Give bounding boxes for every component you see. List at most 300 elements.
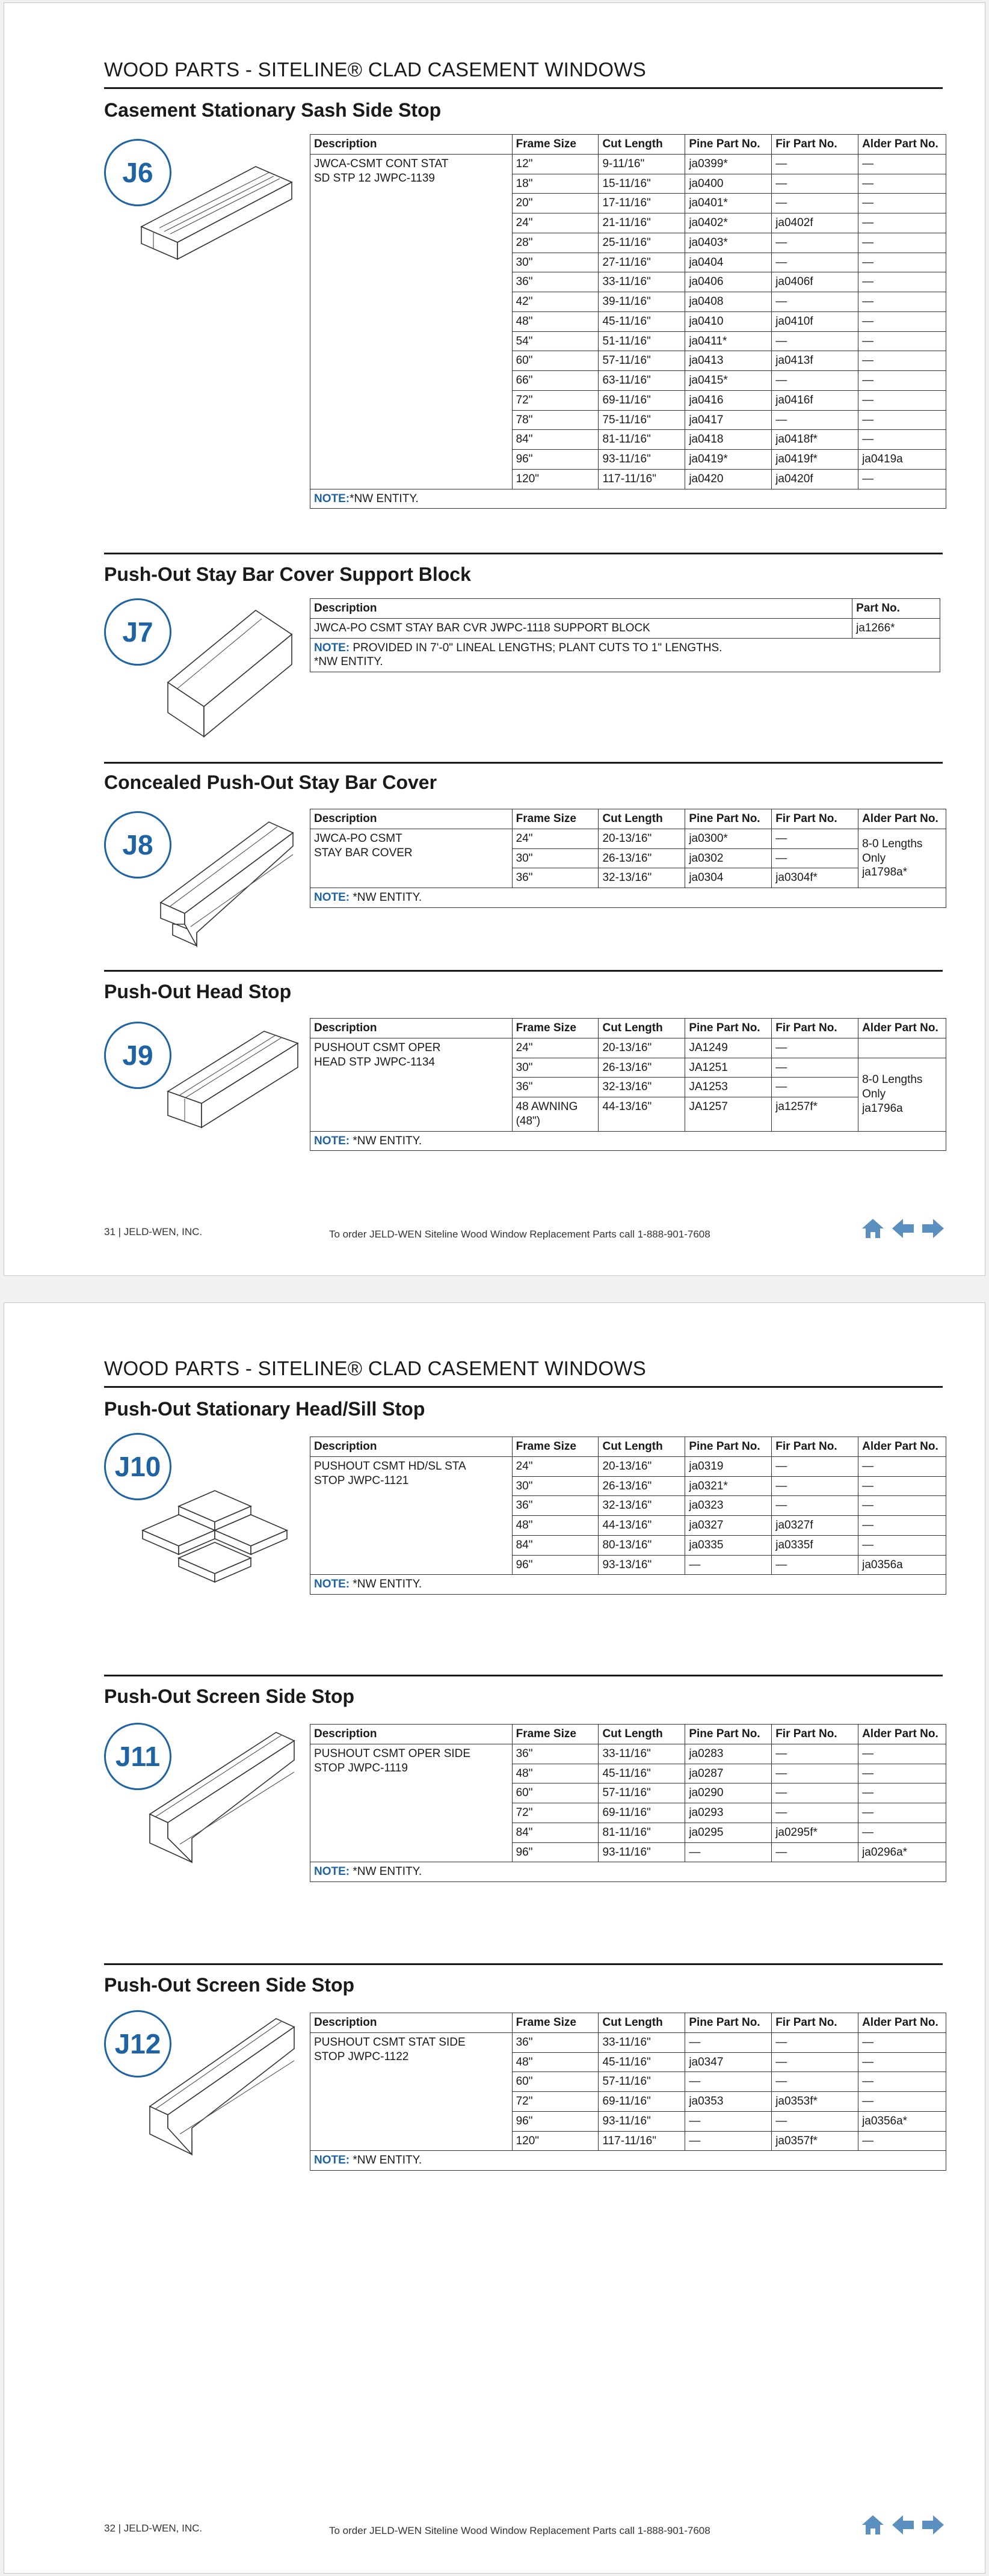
note-label: NOTE:	[314, 1134, 350, 1147]
description-cell: JWCA-PO CSMT STAY BAR CVR JWPC-1118 SUPPORT BLOCK	[310, 618, 852, 638]
parts-table-j9	[310, 1018, 946, 1151]
pine-part-cell: —	[685, 2111, 772, 2131]
pine-part-cell: —	[685, 2032, 772, 2052]
pine-part-cell: ja0323	[685, 1496, 772, 1516]
cut-length-cell: 27-11/16"	[599, 253, 685, 272]
pine-part-cell: ja0417	[685, 410, 772, 430]
pine-part-cell: ja0411*	[685, 331, 772, 351]
page-31	[4, 2, 985, 1276]
cut-length-cell: 93-11/16"	[599, 450, 685, 470]
alder-part-cell: —	[858, 1456, 946, 1476]
screen-side-stop-illustration	[144, 1724, 300, 1868]
alder-part-cell: —	[858, 469, 946, 489]
fir-part-cell: —	[772, 1058, 858, 1078]
page-32	[4, 1302, 985, 2574]
pine-part-cell: —	[685, 2131, 772, 2151]
fir-part-cell: —	[772, 1842, 858, 1862]
screen-side-stop-stat-illustration	[144, 2010, 300, 2160]
page-navigation	[861, 2513, 945, 2537]
fir-part-cell: —	[772, 233, 858, 253]
table-row	[310, 829, 946, 848]
fir-part-cell: —	[772, 292, 858, 312]
fir-part-cell: —	[772, 1764, 858, 1783]
fir-part-cell: —	[772, 1038, 858, 1058]
head-sill-stop-illustration	[131, 1482, 293, 1596]
column-header: Cut Length	[599, 1019, 685, 1038]
note-label: NOTE:	[314, 891, 350, 904]
pine-part-cell: JA1251	[685, 1058, 772, 1078]
table-body	[310, 618, 940, 672]
alder-part-cell: —	[858, 292, 946, 312]
part-number-cell: ja1266*	[852, 618, 940, 638]
column-header: Pine Part No.	[685, 809, 772, 829]
frame-size-cell: 36"	[512, 2032, 599, 2052]
note-text: PROVIDED IN 7'-0" LINEAL LENGTHS; PLANT CUTS TO 1" LENGTHS. *NW ENTITY.	[314, 641, 722, 669]
cut-length-cell: 81-11/16"	[599, 1823, 685, 1842]
alder-part-cell: —	[858, 154, 946, 174]
note-row	[310, 1575, 946, 1595]
support-block-illustration	[159, 598, 298, 743]
fir-part-cell: —	[772, 1078, 858, 1097]
description-cell: PUSHOUT CSMT OPER HEAD STP JWPC-1134	[310, 1038, 513, 1131]
alder-part-cell: ja0356a	[858, 1555, 946, 1575]
section-rule	[104, 970, 943, 972]
cut-length-cell: 33-11/16"	[599, 1744, 685, 1764]
column-header: Alder Part No.	[858, 1437, 946, 1457]
frame-size-cell: 78"	[512, 410, 599, 430]
column-header: Frame Size	[512, 1437, 599, 1457]
pine-part-cell: ja0321*	[685, 1476, 772, 1496]
pine-part-cell: ja0399*	[685, 154, 772, 174]
alder-part-cell: —	[858, 2131, 946, 2151]
arrow-left-icon[interactable]	[891, 2513, 915, 2537]
pine-part-cell: ja0319	[685, 1456, 772, 1476]
page-title: WOOD PARTS - SITELINE® CLAD CASEMENT WINDOWS	[104, 58, 647, 81]
note-row	[310, 888, 946, 908]
footer-page-number: 32 | JELD-WEN, INC.	[104, 2522, 203, 2534]
pine-part-cell: ja0416	[685, 390, 772, 410]
frame-size-cell: 20"	[512, 194, 599, 213]
alder-part-cell: —	[858, 1516, 946, 1536]
table-row	[310, 1744, 946, 1764]
pine-part-cell: ja0418	[685, 430, 772, 450]
alder-part-cell: —	[858, 233, 946, 253]
pine-part-cell: JA1257	[685, 1097, 772, 1132]
frame-size-cell: 24"	[512, 1456, 599, 1476]
table-row	[310, 154, 946, 174]
frame-size-cell: 48"	[512, 311, 599, 331]
cut-length-cell: 45-11/16"	[599, 311, 685, 331]
cut-length-cell: 69-11/16"	[599, 390, 685, 410]
frame-size-cell: 12"	[512, 154, 599, 174]
fir-part-cell: ja0402f	[772, 213, 858, 233]
table-body	[310, 154, 946, 509]
column-header: Description	[310, 599, 852, 619]
table-row	[310, 1456, 946, 1476]
parts-table-j11	[310, 1724, 946, 1882]
cut-length-cell: 25-11/16"	[599, 233, 685, 253]
pine-part-cell: ja0304	[685, 868, 772, 888]
section-rule	[104, 553, 943, 554]
note-text: *NW ENTITY.	[350, 2154, 422, 2167]
frame-size-cell: 84"	[512, 1823, 599, 1842]
frame-size-cell: 72"	[512, 390, 599, 410]
column-header: Description	[310, 1437, 513, 1457]
alder-part-cell: ja0356a*	[858, 2111, 946, 2131]
alder-part-cell: —	[858, 1535, 946, 1555]
alder-part-cell: —	[858, 194, 946, 213]
frame-size-cell: 24"	[512, 1038, 599, 1058]
table-body	[310, 1456, 946, 1594]
cut-length-cell: 93-11/16"	[599, 2111, 685, 2131]
fir-part-cell: ja0327f	[772, 1516, 858, 1536]
section-title-j12: Push-Out Screen Side Stop	[104, 1974, 355, 1996]
section-title-j6: Casement Stationary Sash Side Stop	[104, 99, 442, 121]
frame-size-cell: 96"	[512, 2111, 599, 2131]
frame-size-cell: 60"	[512, 1783, 599, 1803]
badge-j6: J6	[104, 139, 171, 206]
note-cell	[310, 888, 946, 908]
stay-bar-cover-illustration	[149, 812, 299, 951]
note-cell	[310, 638, 940, 672]
frame-size-cell: 66"	[512, 371, 599, 391]
arrow-right-icon[interactable]	[921, 2513, 945, 2537]
description-cell: JWCA-PO CSMT STAY BAR COVER	[310, 829, 513, 888]
frame-size-cell: 84"	[512, 430, 599, 450]
cut-length-cell: 117-11/16"	[599, 469, 685, 489]
pine-part-cell: ja0403*	[685, 233, 772, 253]
table-header-row	[310, 1437, 946, 1457]
alder-part-cell: —	[858, 272, 946, 292]
fir-part-cell: —	[772, 154, 858, 174]
fir-part-cell: —	[772, 1744, 858, 1764]
frame-size-cell: 28"	[512, 233, 599, 253]
arrow-right-icon[interactable]	[921, 1216, 945, 1240]
pine-part-cell: ja0406	[685, 272, 772, 292]
column-header: Cut Length	[599, 1725, 685, 1744]
cut-length-cell: 57-11/16"	[599, 2072, 685, 2092]
frame-size-cell: 72"	[512, 2092, 599, 2112]
cut-length-cell: 32-13/16"	[599, 868, 685, 888]
column-header: Description	[310, 135, 513, 155]
note-text: *NW ENTITY.	[350, 1134, 422, 1147]
fir-part-cell: —	[772, 194, 858, 213]
table-row	[310, 618, 940, 638]
frame-size-cell: 120"	[512, 469, 599, 489]
frame-size-cell: 84"	[512, 1535, 599, 1555]
column-header: Description	[310, 2013, 513, 2033]
section-rule	[104, 762, 943, 764]
table-body	[310, 1038, 946, 1151]
pine-part-cell: ja0420	[685, 469, 772, 489]
fir-part-cell: —	[772, 1476, 858, 1496]
pine-part-cell: JA1249	[685, 1038, 772, 1058]
alder-part-cell: —	[858, 213, 946, 233]
badge-j12: J12	[104, 2010, 171, 2078]
column-header: Alder Part No.	[858, 1725, 946, 1744]
note-cell	[310, 2151, 946, 2171]
note-row	[310, 489, 946, 509]
frame-size-cell: 72"	[512, 1803, 599, 1823]
table-header-row	[310, 2013, 946, 2033]
column-header: Description	[310, 1725, 513, 1744]
frame-size-cell: 60"	[512, 351, 599, 371]
cut-length-cell: 15-11/16"	[599, 174, 685, 194]
parts-table-j10	[310, 1437, 946, 1595]
section-rule	[104, 1963, 943, 1965]
frame-size-cell: 42"	[512, 292, 599, 312]
note-label: NOTE:	[314, 641, 350, 654]
section-title-j7: Push-Out Stay Bar Cover Support Block	[104, 563, 471, 585]
table-body	[310, 2032, 946, 2170]
badge-j7: J7	[104, 598, 171, 666]
cut-length-cell: 69-11/16"	[599, 2092, 685, 2112]
column-header: Alder Part No.	[858, 135, 946, 155]
table-body	[310, 1744, 946, 1881]
pine-part-cell: ja0410	[685, 311, 772, 331]
description-cell: PUSHOUT CSMT STAT SIDE STOP JWPC-1122	[310, 2032, 513, 2151]
description-cell: JWCA-CSMT CONT STAT SD STP 12 JWPC-1139	[310, 154, 513, 489]
alder-part-cell: —	[858, 1764, 946, 1783]
badge-j11: J11	[104, 1723, 171, 1790]
cut-length-cell: 33-11/16"	[599, 272, 685, 292]
badge-j8: J8	[104, 811, 171, 879]
pine-part-cell: ja0404	[685, 253, 772, 272]
fir-part-cell: —	[772, 371, 858, 391]
table-row	[310, 2032, 946, 2052]
alder-part-cell: —	[858, 2032, 946, 2052]
pine-part-cell: ja0401*	[685, 194, 772, 213]
note-cell	[310, 489, 946, 509]
title-rule	[104, 1386, 943, 1388]
fir-part-cell: ja1257f*	[772, 1097, 858, 1132]
cut-length-cell: 17-11/16"	[599, 194, 685, 213]
cut-length-cell: 44-13/16"	[599, 1516, 685, 1536]
cut-length-cell: 80-13/16"	[599, 1535, 685, 1555]
column-header: Frame Size	[512, 809, 599, 829]
cut-length-cell: 117-11/16"	[599, 2131, 685, 2151]
fir-part-cell: —	[772, 848, 858, 868]
column-header: Fir Part No.	[772, 1019, 858, 1038]
alder-part-cell	[858, 1038, 946, 1058]
cut-length-cell: 39-11/16"	[599, 292, 685, 312]
frame-size-cell: 48"	[512, 1516, 599, 1536]
pine-part-cell: ja0283	[685, 1744, 772, 1764]
note-cell	[310, 1862, 946, 1882]
table-header-row	[310, 809, 946, 829]
description-cell: PUSHOUT CSMT OPER SIDE STOP JWPC-1119	[310, 1744, 513, 1862]
home-icon[interactable]	[861, 2513, 885, 2537]
pine-part-cell: ja0293	[685, 1803, 772, 1823]
pine-part-cell: ja0400	[685, 174, 772, 194]
alder-part-cell: ja0296a*	[858, 1842, 946, 1862]
fir-part-cell: ja0357f*	[772, 2131, 858, 2151]
fir-part-cell: ja0416f	[772, 390, 858, 410]
note-row	[310, 1131, 946, 1151]
fir-part-cell: —	[772, 1555, 858, 1575]
alder-part-cell: —	[858, 2072, 946, 2092]
parts-table-j12	[310, 2013, 946, 2171]
fir-part-cell: —	[772, 2052, 858, 2072]
cut-length-cell: 20-13/16"	[599, 1038, 685, 1058]
cut-length-cell: 21-11/16"	[599, 213, 685, 233]
cut-length-cell: 93-13/16"	[599, 1555, 685, 1575]
frame-size-cell: 18"	[512, 174, 599, 194]
alder-part-cell: —	[858, 410, 946, 430]
section-title-j8: Concealed Push-Out Stay Bar Cover	[104, 771, 437, 793]
column-header: Frame Size	[512, 1019, 599, 1038]
note-text: *NW ENTITY.	[350, 492, 419, 505]
fir-part-cell: —	[772, 2111, 858, 2131]
frame-size-cell: 30"	[512, 253, 599, 272]
alder-part-cell: 8-0 Lengths Only ja1798a*	[858, 829, 946, 888]
pine-part-cell: ja0302	[685, 848, 772, 868]
column-header: Cut Length	[599, 809, 685, 829]
cut-length-cell: 26-13/16"	[599, 848, 685, 868]
fir-part-cell: —	[772, 1496, 858, 1516]
column-header: Pine Part No.	[685, 1437, 772, 1457]
pine-part-cell: JA1253	[685, 1078, 772, 1097]
alder-part-cell: —	[858, 1803, 946, 1823]
note-label: NOTE:	[314, 1865, 350, 1878]
parts-table-j8	[310, 809, 946, 908]
cut-length-cell: 45-11/16"	[599, 1764, 685, 1783]
fir-part-cell: ja0295f*	[772, 1823, 858, 1842]
cut-length-cell: 57-11/16"	[599, 351, 685, 371]
pine-part-cell: ja0413	[685, 351, 772, 371]
cut-length-cell: 69-11/16"	[599, 1803, 685, 1823]
parts-table-j6	[310, 134, 946, 509]
cut-length-cell: 32-13/16"	[599, 1496, 685, 1516]
column-header: Frame Size	[512, 1725, 599, 1744]
table-header-row	[310, 135, 946, 155]
frame-size-cell: 30"	[512, 848, 599, 868]
alder-part-cell: —	[858, 351, 946, 371]
fir-part-cell: ja0304f*	[772, 868, 858, 888]
column-header: Fir Part No.	[772, 809, 858, 829]
section-rule	[104, 1675, 943, 1676]
frame-size-cell: 96"	[512, 1842, 599, 1862]
badge-j9: J9	[104, 1022, 171, 1089]
note-text: *NW ENTITY.	[350, 1865, 422, 1878]
note-label: NOTE:	[314, 2154, 350, 2167]
column-header: Part No.	[852, 599, 940, 619]
column-header: Alder Part No.	[858, 809, 946, 829]
home-icon[interactable]	[861, 1216, 885, 1240]
pine-part-cell: ja0419*	[685, 450, 772, 470]
cut-length-cell: 26-13/16"	[599, 1476, 685, 1496]
fir-part-cell: —	[772, 1803, 858, 1823]
table-header-row	[310, 1725, 946, 1744]
pine-part-cell: ja0290	[685, 1783, 772, 1803]
alder-part-cell: ja0419a	[858, 450, 946, 470]
column-header: Pine Part No.	[685, 1725, 772, 1744]
fir-part-cell: —	[772, 174, 858, 194]
head-stop-illustration	[162, 1025, 300, 1145]
frame-size-cell: 36"	[512, 1496, 599, 1516]
fir-part-cell: ja0413f	[772, 351, 858, 371]
fir-part-cell: ja0418f*	[772, 430, 858, 450]
note-cell	[310, 1575, 946, 1595]
title-rule	[104, 87, 943, 89]
column-header: Description	[310, 1019, 513, 1038]
page-navigation	[861, 1216, 945, 1240]
alder-part-cell: —	[858, 2092, 946, 2112]
cut-length-cell: 75-11/16"	[599, 410, 685, 430]
parts-table-j7	[310, 598, 940, 672]
pine-part-cell: ja0402*	[685, 213, 772, 233]
frame-size-cell: 30"	[512, 1476, 599, 1496]
column-header: Alder Part No.	[858, 1019, 946, 1038]
pine-part-cell: ja0353	[685, 2092, 772, 2112]
fir-part-cell: —	[772, 2072, 858, 2092]
cut-length-cell: 9-11/16"	[599, 154, 685, 174]
note-text: *NW ENTITY.	[350, 1578, 422, 1591]
column-header: Pine Part No.	[685, 1019, 772, 1038]
fir-part-cell: ja0419f*	[772, 450, 858, 470]
cut-length-cell: 81-11/16"	[599, 430, 685, 450]
footer-page-number: 31 | JELD-WEN, INC.	[104, 1226, 203, 1237]
column-header: Fir Part No.	[772, 2013, 858, 2033]
cut-length-cell: 45-11/16"	[599, 2052, 685, 2072]
fir-part-cell: —	[772, 331, 858, 351]
frame-size-cell: 36"	[512, 868, 599, 888]
fir-part-cell: ja0353f*	[772, 2092, 858, 2112]
alder-part-cell: —	[858, 1476, 946, 1496]
alder-part-cell: —	[858, 331, 946, 351]
pine-part-cell: ja0335	[685, 1535, 772, 1555]
frame-size-cell: 24"	[512, 829, 599, 848]
column-header: Pine Part No.	[685, 2013, 772, 2033]
cut-length-cell: 32-13/16"	[599, 1078, 685, 1097]
fir-part-cell: —	[772, 253, 858, 272]
note-row	[310, 638, 940, 672]
arrow-left-icon[interactable]	[891, 1216, 915, 1240]
note-label: NOTE:	[314, 1578, 350, 1591]
alder-part-cell: —	[858, 390, 946, 410]
table-row	[310, 1038, 946, 1058]
description-cell: PUSHOUT CSMT HD/SL STA STOP JWPC-1121	[310, 1456, 513, 1575]
alder-part-cell: —	[858, 1496, 946, 1516]
note-label: NOTE:	[314, 492, 350, 505]
frame-size-cell: 24"	[512, 213, 599, 233]
pine-part-cell: ja0295	[685, 1823, 772, 1842]
note-row	[310, 2151, 946, 2171]
frame-size-cell: 120"	[512, 2131, 599, 2151]
column-header: Cut Length	[599, 2013, 685, 2033]
pine-part-cell: ja0300*	[685, 829, 772, 848]
column-header: Cut Length	[599, 135, 685, 155]
pine-part-cell: —	[685, 1842, 772, 1862]
section-title-j11: Push-Out Screen Side Stop	[104, 1685, 355, 1707]
frame-size-cell: 96"	[512, 1555, 599, 1575]
alder-part-cell: —	[858, 311, 946, 331]
alder-part-cell: —	[858, 2052, 946, 2072]
footer-order-info: To order JELD-WEN Siteline Wood Window Replacement Parts call 1-888-901-7608	[329, 2525, 710, 2536]
frame-size-cell: 48"	[512, 1764, 599, 1783]
pine-part-cell: —	[685, 2072, 772, 2092]
frame-size-cell: 30"	[512, 1058, 599, 1078]
fir-part-cell: ja0406f	[772, 272, 858, 292]
note-cell	[310, 1131, 946, 1151]
alder-part-cell: —	[858, 253, 946, 272]
frame-size-cell: 60"	[512, 2072, 599, 2092]
badge-j10: J10	[104, 1433, 171, 1500]
frame-size-cell: 36"	[512, 1744, 599, 1764]
section-title-j10: Push-Out Stationary Head/Sill Stop	[104, 1398, 425, 1420]
fir-part-cell: —	[772, 410, 858, 430]
fir-part-cell: ja0410f	[772, 311, 858, 331]
